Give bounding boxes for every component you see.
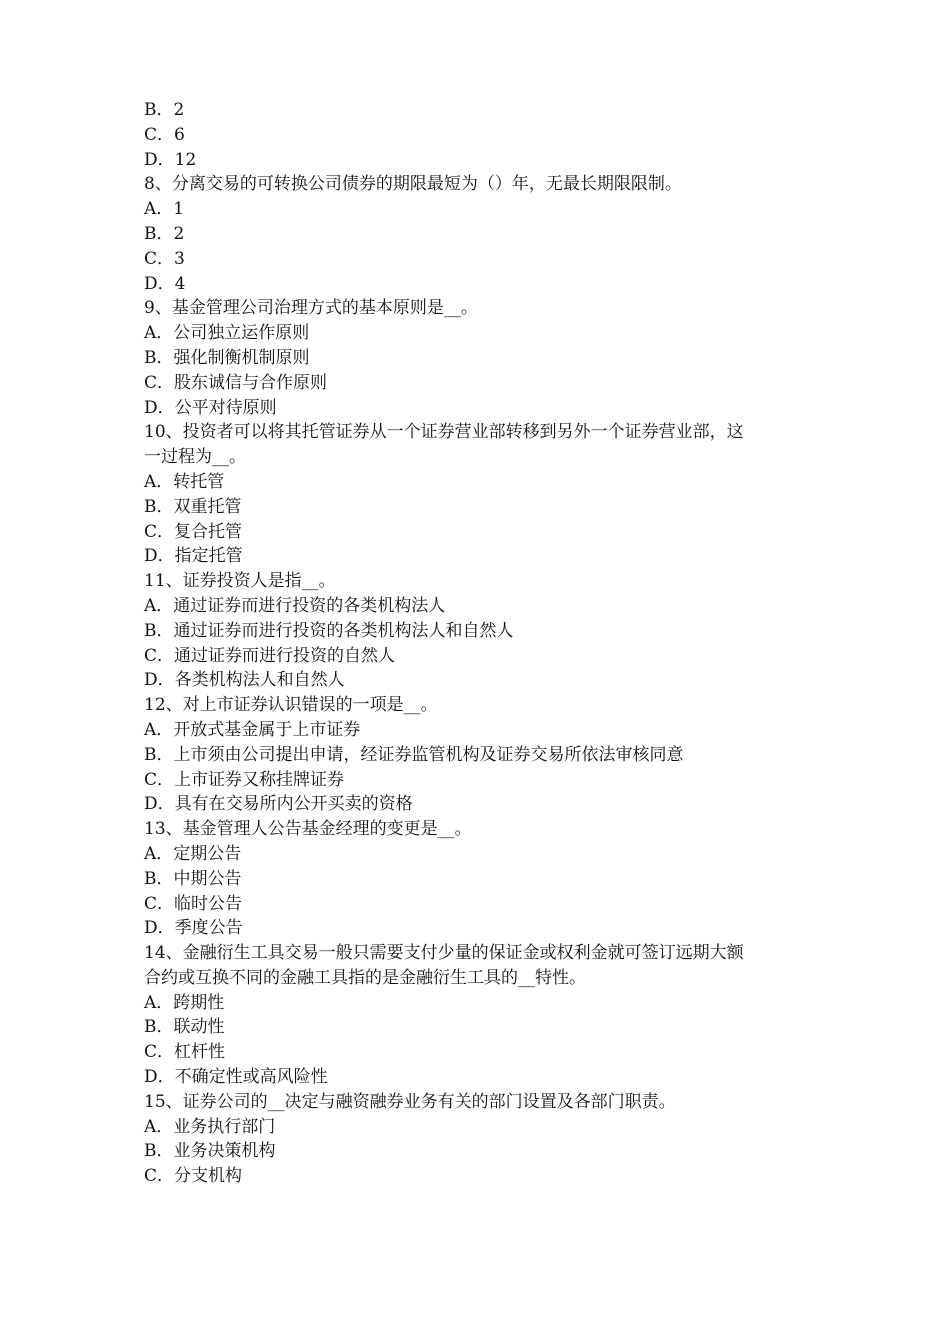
option-line: B．通过证券而进行投资的各类机构法人和自然人 bbox=[144, 620, 514, 641]
option-line: D．公平对待原则 bbox=[144, 397, 277, 418]
option-line: C．上市证券又称挂牌证券 bbox=[144, 769, 345, 790]
option-line: B．业务决策机构 bbox=[144, 1141, 276, 1162]
option-line: A．定期公告 bbox=[144, 843, 242, 864]
question-line: 13、基金管理人公告基金经理的变更是__。 bbox=[144, 819, 472, 840]
option-line: A．转托管 bbox=[144, 471, 225, 492]
option-line: B．联动性 bbox=[144, 1017, 225, 1038]
option-line: D．12 bbox=[144, 149, 197, 170]
question-line: 9、基金管理公司治理方式的基本原则是__。 bbox=[144, 298, 478, 319]
option-line: D．不确定性或高风险性 bbox=[144, 1067, 328, 1088]
option-line: A．公司独立运作原则 bbox=[144, 323, 310, 344]
option-line: A．业务执行部门 bbox=[144, 1116, 276, 1137]
question-line-continued: 合约或互换不同的金融工具指的是金融衍生工具的__特性。 bbox=[144, 967, 586, 988]
question-line: 14、金融衍生工具交易一般只需要支付少量的保证金或权利金就可签订远期大额 bbox=[144, 943, 744, 964]
option-line: B．上市须由公司提出申请，经证券监管机构及证券交易所依法审核同意 bbox=[144, 744, 684, 765]
option-line: C．3 bbox=[144, 248, 185, 269]
option-line: D．具有在交易所内公开买卖的资格 bbox=[144, 794, 413, 815]
option-line: B．双重托管 bbox=[144, 496, 242, 517]
question-line: 12、对上市证券认识错误的一项是__。 bbox=[144, 695, 438, 716]
option-line: D．4 bbox=[144, 273, 186, 294]
option-line: C．杠杆性 bbox=[144, 1042, 226, 1063]
option-line: D．季度公告 bbox=[144, 918, 243, 939]
document-page bbox=[144, 98, 816, 1189]
option-line: A．通过证券而进行投资的各类机构法人 bbox=[144, 595, 446, 616]
question-line: 15、证券公司的__决定与融资融券业务有关的部门设置及各部门职责。 bbox=[144, 1091, 676, 1112]
option-line: A．跨期性 bbox=[144, 992, 225, 1013]
question-line: 8、分离交易的可转换公司债券的期限最短为（）年，无最长期限限制。 bbox=[144, 174, 682, 195]
question-line: 10、投资者可以将其托管证券从一个证券营业部转移到另外一个证券营业部，这 bbox=[144, 422, 744, 443]
question-line: 11、证券投资人是指__。 bbox=[144, 571, 336, 592]
option-line: D．各类机构法人和自然人 bbox=[144, 670, 345, 691]
question-line-continued: 一过程为__。 bbox=[144, 447, 246, 468]
option-line: A．开放式基金属于上市证券 bbox=[144, 719, 361, 740]
option-line: B．中期公告 bbox=[144, 868, 242, 889]
option-line: A．1 bbox=[144, 199, 185, 220]
option-line: D．指定托管 bbox=[144, 546, 243, 567]
option-line: C．分支机构 bbox=[144, 1166, 243, 1187]
option-line: B．2 bbox=[144, 100, 185, 120]
option-line: C．复合托管 bbox=[144, 521, 243, 542]
option-line: C．通过证券而进行投资的自然人 bbox=[144, 645, 396, 666]
option-line: B．强化制衡机制原则 bbox=[144, 347, 310, 368]
option-line: B．2 bbox=[144, 223, 185, 244]
option-line: C．股东诚信与合作原则 bbox=[144, 372, 328, 393]
option-line: C．临时公告 bbox=[144, 893, 243, 914]
option-line: C．6 bbox=[144, 124, 185, 145]
